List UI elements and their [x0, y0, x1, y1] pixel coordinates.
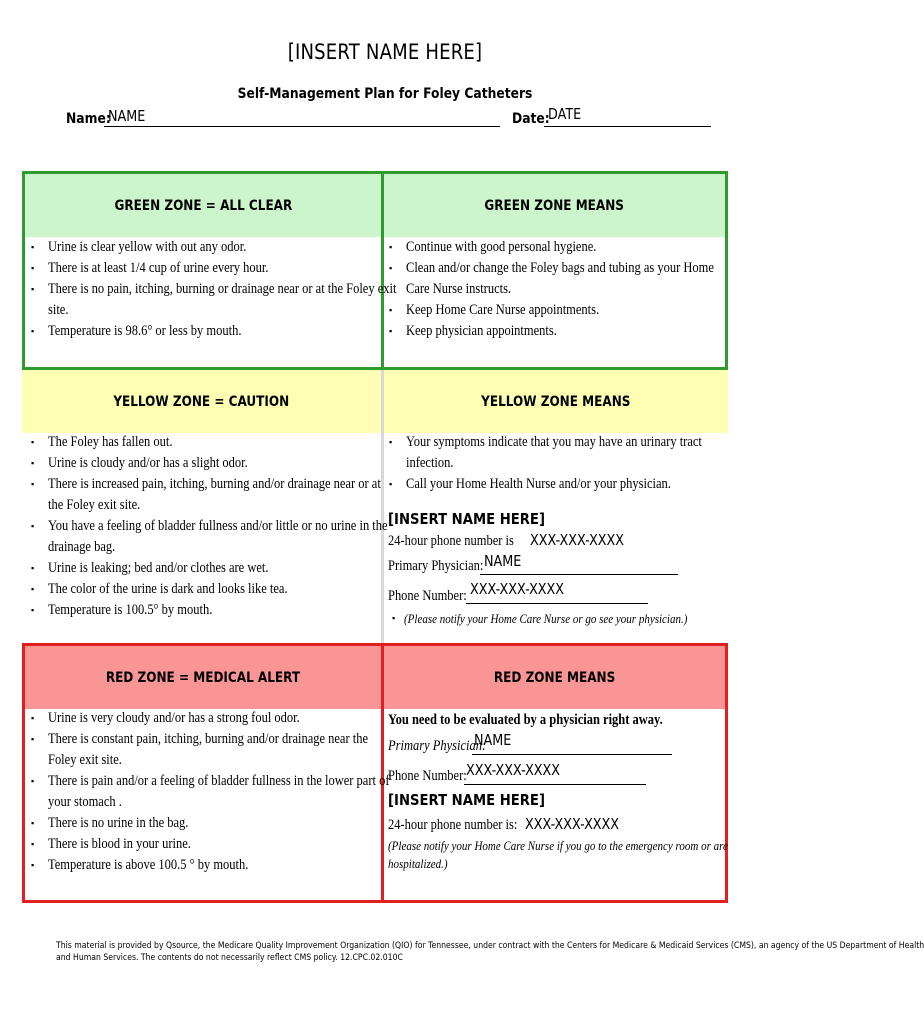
list-item: ▪ Temperature is 98.6° or less by mouth. — [26, 321, 376, 342]
yellow-zone-heading: YELLOW ZONE = CAUTION — [22, 370, 381, 433]
zone-grid — [22, 171, 728, 903]
list-item: ▪ Continue with good personal hygiene. — [384, 237, 724, 258]
list-item-continuation: your stomach . — [48, 794, 122, 810]
yellow-contact-block — [388, 510, 724, 628]
green-zone-means-heading: GREEN ZONE MEANS — [384, 174, 725, 237]
green-zone-list — [26, 237, 397, 342]
list-item: ▪ Urine is cloudy and/or has a slight odor. — [26, 453, 378, 474]
list-item-continuation: Care Nurse instructs. — [406, 281, 512, 297]
red-zone-means-heading: RED ZONE MEANS — [384, 646, 725, 709]
plan-title: Self-Management Plan for Foley Catheters — [237, 86, 533, 102]
red-notify-text: (Please notify your Home Care Nurse if you go to the emergency room or are hospitalized.) — [388, 839, 728, 871]
list-item-continuation: infection. — [406, 455, 454, 471]
red-contact-name: [INSERT NAME HERE] — [388, 791, 545, 809]
list-item-continuation: the Foley exit site. — [48, 497, 141, 513]
page-title: [INSERT NAME HERE] — [287, 40, 483, 64]
yellow-physician-row: Primary Physician: NAME — [388, 554, 724, 578]
date-label: Date: — [512, 111, 550, 127]
list-item: ▪ Call your Home Health Nurse and/or your physician. — [384, 474, 724, 495]
list-item: ▪ Your symptoms indicate that you may have an urinary tract — [384, 432, 724, 453]
list-item: ▪ There is blood in your urine. — [26, 834, 378, 855]
red-physician-value[interactable]: NAME — [474, 731, 512, 749]
list-item: ▪ There is no pain, itching, burning or drainage near or at the Foley exit — [26, 279, 376, 300]
red-phone-line — [464, 784, 646, 785]
list-item: ▪ There is constant pain, itching, burning and/or drainage near the — [26, 729, 378, 750]
bullet-icon: ▪ — [392, 613, 396, 623]
yellow-phone-value[interactable]: XXX-XXX-XXXX — [470, 580, 565, 598]
list-item: ▪ The Foley has fallen out. — [26, 432, 378, 453]
list-item: ▪ There is at least 1/4 cup of urine every hour. — [26, 258, 376, 279]
list-item: ▪ Temperature is 100.5° by mouth. — [26, 600, 378, 621]
red-zone-list — [26, 708, 390, 876]
list-item: ▪ Keep Home Care Nurse appointments. — [384, 300, 724, 321]
list-item: ▪ The color of the urine is dark and looks like tea. — [26, 579, 378, 600]
red-urgent-text: You need to be evaluated by a physician right away. — [388, 712, 663, 728]
footer-disclaimer: This material is provided by Qsource, the Medicare Quality Improvement Organization (QIO) for Tennessee, under contract with the Centers for Medicare & Medicaid Services (CMS), an agency of the US Department of Health and Human Services. The contents do not necessarily reflect CMS policy. 12.CPC.02.010C — [56, 941, 924, 963]
green-zone-means-list — [384, 237, 724, 342]
yellow-zone-means-heading: YELLOW ZONE MEANS — [384, 370, 728, 433]
red-phone-value[interactable]: XXX-XXX-XXXX — [466, 761, 561, 779]
red-phone-row: Phone Number: XXX-XXX-XXXX — [388, 763, 722, 789]
yellow-phone-row: Phone Number: XXX-XXX-XXXX — [388, 582, 724, 608]
list-item-continuation: site. — [48, 302, 69, 318]
list-item: ▪ There is no urine in the bag. — [26, 813, 378, 834]
yellow-zone-means-list — [384, 432, 724, 495]
list-item: ▪ You have a feeling of bladder fullness and/or little or no urine in the — [26, 516, 378, 537]
yellow-phone24-value[interactable]: XXX-XXX-XXXX — [529, 531, 624, 549]
list-item: ▪ Clean and/or change the Foley bags and tubing as your Home — [384, 258, 724, 279]
red-means-block — [388, 711, 728, 873]
name-label: Name: — [66, 111, 111, 127]
red-physician-row: Primary Physician: NAME — [388, 732, 722, 758]
yellow-notify-row: ▪ (Please notify your Home Care Nurse or go see your physician.) — [392, 612, 688, 626]
yellow-phone-line — [466, 603, 648, 604]
name-value[interactable]: NAME — [108, 107, 146, 125]
yellow-physician-line — [480, 574, 678, 575]
list-item-continuation: drainage bag. — [48, 539, 116, 555]
list-item: ▪ Temperature is above 100.5 ° by mouth. — [26, 855, 378, 876]
red-physician-line — [472, 754, 672, 755]
date-value[interactable]: DATE — [548, 105, 582, 123]
yellow-zone-divider — [381, 370, 384, 643]
yellow-phone24-row: 24-hour phone number is XXX-XXX-XXXX — [388, 531, 624, 549]
list-item: ▪ Keep physician appointments. — [384, 321, 724, 342]
red-phone24-value[interactable]: XXX-XXX-XXXX — [525, 815, 620, 833]
green-zone-heading: GREEN ZONE = ALL CLEAR — [25, 174, 381, 237]
red-phone24-row: 24-hour phone number is: XXX-XXX-XXXX — [388, 815, 620, 833]
yellow-contact-name: [INSERT NAME HERE] — [388, 510, 545, 528]
yellow-zone-list — [26, 432, 388, 621]
yellow-physician-value[interactable]: NAME — [484, 552, 522, 570]
list-item: ▪ Urine is very cloudy and/or has a strong foul odor. — [26, 708, 378, 729]
list-item: ▪ Urine is clear yellow with out any odor. — [26, 237, 376, 258]
list-item-continuation: Foley exit site. — [48, 752, 122, 768]
red-zone-heading: RED ZONE = MEDICAL ALERT — [25, 646, 381, 709]
list-item: ▪ There is pain and/or a feeling of bladder fullness in the lower part of — [26, 771, 378, 792]
list-item: ▪ Urine is leaking; bed and/or clothes are wet. — [26, 558, 378, 579]
list-item: ▪ There is increased pain, itching, burning and/or drainage near or at — [26, 474, 378, 495]
date-field-line — [544, 126, 711, 127]
name-field-line — [104, 126, 500, 127]
